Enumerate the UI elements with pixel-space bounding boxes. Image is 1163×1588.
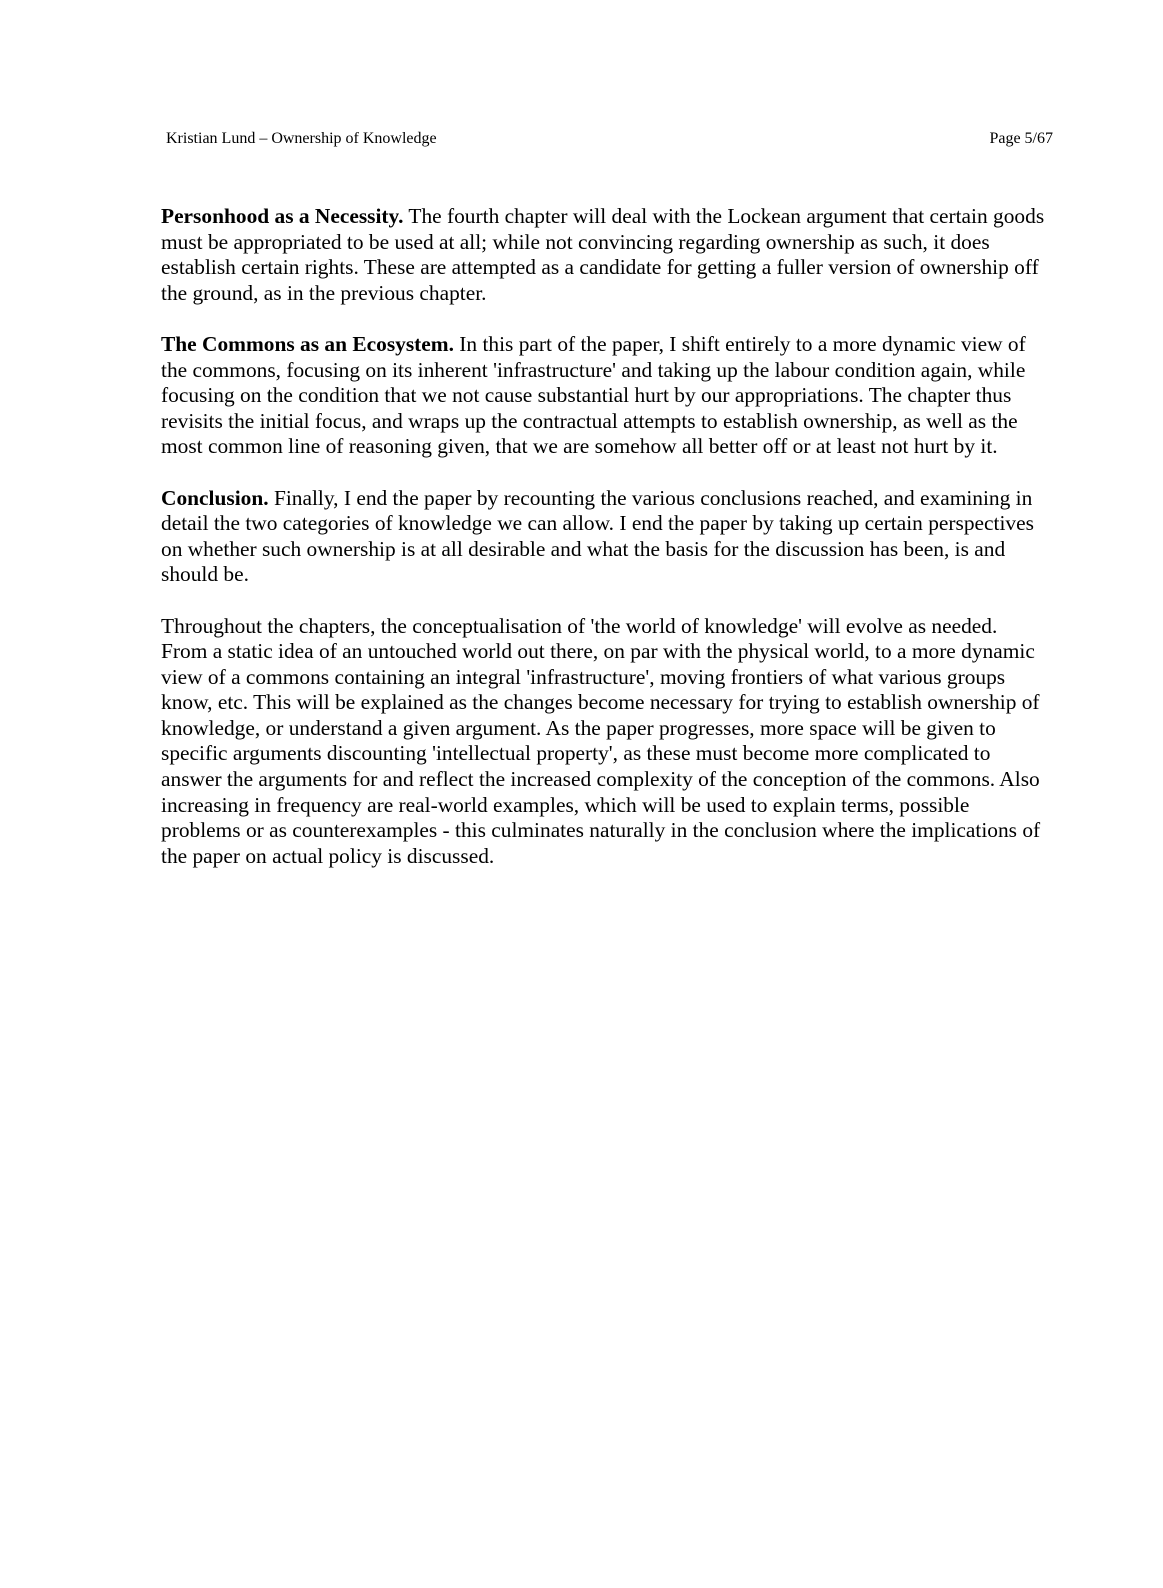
paragraph-text: The fourth chapter will deal with the Lockean argument that certain goods must be appropriated to be used at all; while not convincing regarding ownership as such, it does establish certain rights. These are attempted as a candidate for getting a fuller version of ownership off the ground, as in the previous chapter. <box>161 204 1045 305</box>
paragraph-throughout <box>161 614 1047 870</box>
paragraph-conclusion <box>161 486 1047 588</box>
paragraph-heading: Personhood as a Necessity. <box>161 204 404 228</box>
header-author-title: Kristian Lund – Ownership of Knowledge <box>166 130 437 147</box>
paragraph-text: In this part of the paper, I shift entirely to a more dynamic view of the commons, focusing on its inherent 'infrastructure' and taking up the labour condition again, while focusing on the condition that we not cause substantial hurt by our appropriations. The chapter thus revisits the initial focus, and wraps up the contractual attempts to establish ownership, as well as the most common line of reasoning given, that we are somehow all better off or at least not hurt by it. <box>161 331 1026 459</box>
paragraph-text: Finally, I end the paper by recounting the various conclusions reached, and examining in detail the two categories of knowledge we can allow. I end the paper by taking up certain perspectives on whether such ownership is at all desirable and what the basis for the discussion has been, is and should be. <box>161 485 1034 587</box>
paragraph-personhood <box>161 204 1047 306</box>
header-page-number: Page 5/67 <box>989 130 1053 147</box>
running-header <box>166 128 1053 150</box>
paragraph-heading: The Commons as an Ecosystem. <box>161 331 454 356</box>
paragraph-text: Throughout the chapters, the conceptualisation of 'the world of knowledge' will evolve as needed. From a static idea of an untouched world out there, on par with the physical world, to a more dynamic view of a commons containing an integral 'infrastructure', moving frontiers of what various groups know, etc. This will be explained as the changes become necessary for trying to establish ownership of knowledge, or understand a given argument. As the paper progresses, more space will be given to specific arguments discounting 'intellectual property', as these must become more complicated to answer the arguments for and reflect the increased complexity of the conception of the commons. Also increasing in frequency are real-world examples, which will be used to explain terms, possible problems or as counterexamples - this culminates naturally in the conclusion where the implications of the paper on actual policy is discussed. <box>161 613 1041 868</box>
body-text <box>161 204 1047 869</box>
paragraph-commons-ecosystem <box>161 332 1047 460</box>
paragraph-heading: Conclusion. <box>161 485 269 510</box>
